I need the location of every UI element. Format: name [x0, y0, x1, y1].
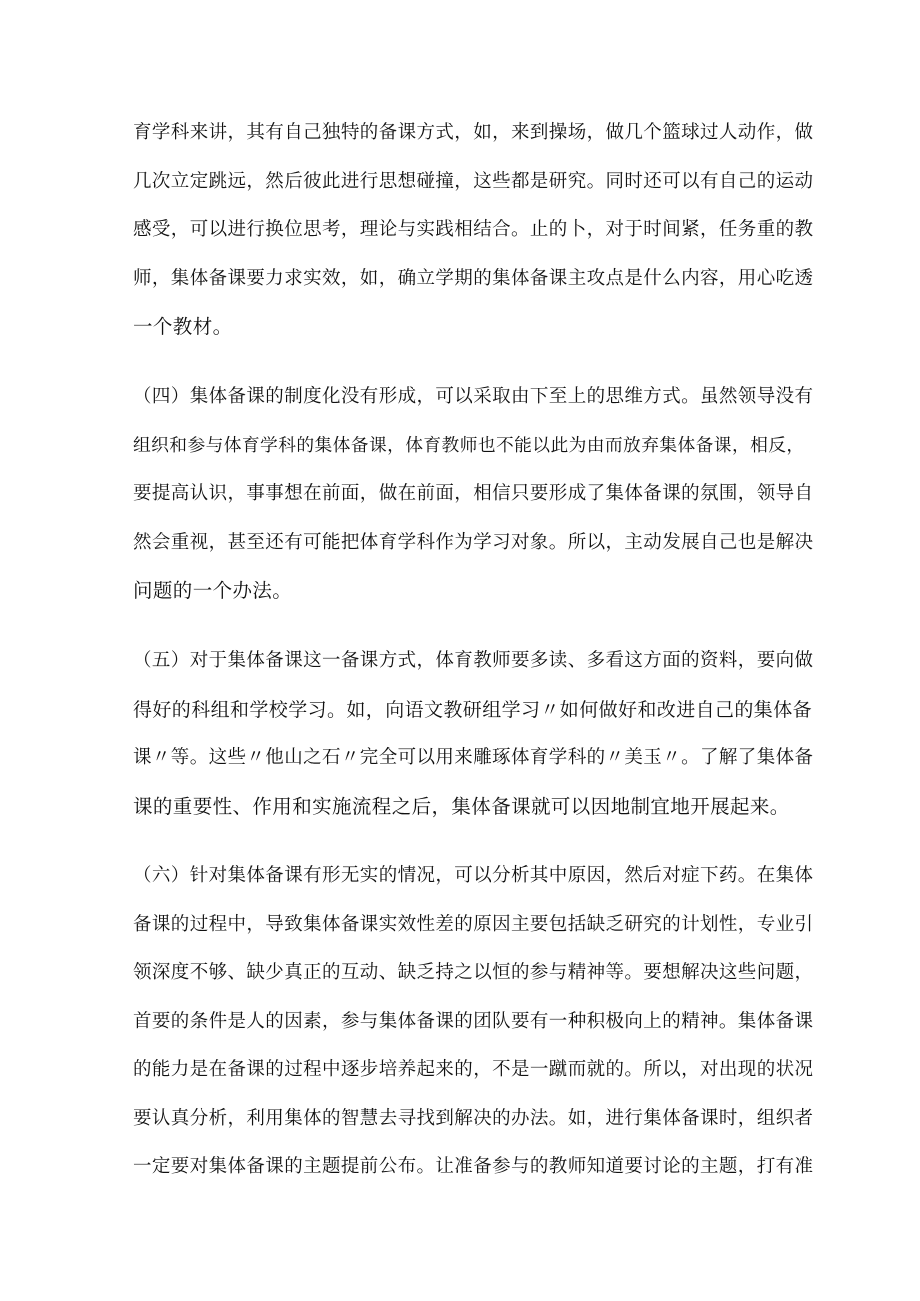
text-line: 课的重要性、作用和实施流程之后，集体备课就可以因地制宜地开展起来。 [133, 795, 790, 818]
text-line: 然会重视，甚至还有可能把体育学科作为学习对象。所以，主动发展自己也是解决 [133, 532, 814, 553]
text-line: 感受，可以进行换位思考，理论与实践相结合。止的卜，对于时间紧，任务重的教 [133, 219, 814, 240]
text-line: 一个教材。 [133, 315, 233, 338]
text-line: 问题的一个办法。 [133, 579, 293, 602]
text-line: 领深度不够、缺少真正的互动、缺乏持之以恒的参与精神等。要想解决这些问题， [133, 962, 814, 983]
text-line: （五）对于集体备课这一备课方式，体育教师要多读、多看这方面的资料，要向做 [133, 650, 814, 671]
text-line: 的能力是在备课的过程中逐步培养起来的，不是一蹴而就的。所以，对出现的状况 [133, 1059, 814, 1080]
text-line: 一定要对集体备课的主题提前公布。让准备参与的教师知道要讨论的主题，打有准 [133, 1156, 814, 1177]
text-line: 要认真分析，利用集体的智慧去寻找到解决的办法。如，进行集体备课时，组织者 [133, 1108, 814, 1129]
text-line: 师，集体备课要力求实效，如，确立学期的集体备课主攻点是什么内容，用心吃透 [133, 268, 814, 289]
text-line: 课〃等。这些〃他山之石〃完全可以用来雕琢体育学科的〃美玉〃。了解了集体备 [133, 747, 814, 768]
text-line: 首要的条件是人的因素，参与集体备课的团队要有一种积极向上的精神。集体备课 [133, 1011, 814, 1032]
text-line: 得好的科组和学校学习。如，向语文教研组学习〃如何做好和改进自己的集体备 [133, 699, 813, 721]
text-line: 要提高认识，事事想在前面，做在前面，相信只要形成了集体备课的氛围，领导自 [133, 483, 814, 504]
text-line: 组织和参与体育学科的集体备课，体育教师也不能以此为由而放弃集体备课，相反， [133, 436, 805, 456]
text-line: 几次立定跳远，然后彼此进行思想碰撞，这些都是研究。同时还可以有自己的运动 [133, 171, 814, 192]
text-line: （四）集体备课的制度化没有形成，可以采取由下至上的思维方式。虽然领导没有 [133, 386, 814, 407]
text-line: 育学科来讲，其有自己独特的备课方式，如，来到操场，做几个篮球过人动作，做 [133, 122, 814, 143]
text-line: 备课的过程中，导致集体备课实效性差的原因主要包括缺乏研究的计划性，专业引 [133, 914, 814, 935]
text-line: （六）针对集体备课有形无实的情况，可以分析其中原因，然后对症下药。在集体 [133, 865, 814, 886]
